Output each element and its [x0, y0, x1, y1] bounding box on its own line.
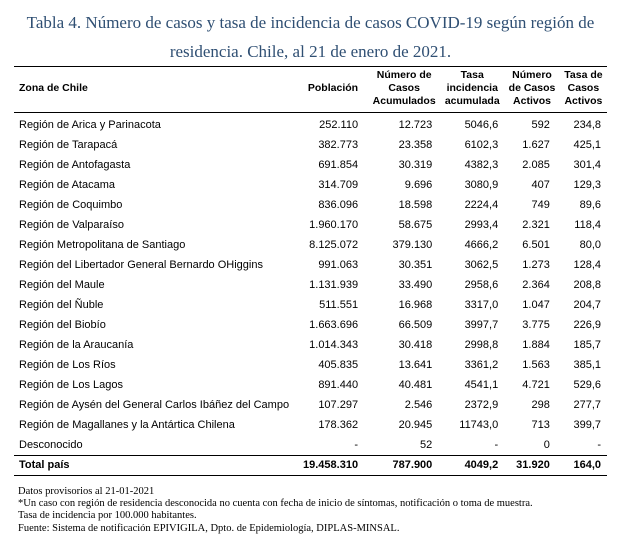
- footnote: Fuente: Sistema de notificación EPIVIGILA, Dpto. de Epidemiología, DIPLAS-MINSAL.: [18, 522, 400, 534]
- cell-activos: 592: [531, 119, 550, 131]
- cell-casos: 20.945: [398, 419, 433, 431]
- cell-tasa: 4541,1: [464, 379, 499, 391]
- cell-casos: 18.598: [398, 199, 433, 211]
- cell-tasa-activos: -: [597, 439, 601, 451]
- cell-casos: 66.509: [398, 319, 433, 331]
- cell-casos: 58.675: [398, 219, 433, 231]
- header-tasa-activos: Tasa de Casos Activos: [560, 67, 607, 113]
- table-row: [14, 375, 607, 395]
- cell-casos: 30.418: [398, 339, 433, 351]
- cell-tasa: 2998,8: [464, 339, 499, 351]
- cell-zona: Región de Los Lagos: [19, 379, 123, 391]
- cell-poblacion: 836.096: [318, 199, 359, 211]
- cell-poblacion: 511.551: [319, 299, 359, 311]
- cell-tasa: 11743,0: [459, 419, 499, 431]
- cell-zona: Región de la Araucanía: [19, 339, 134, 351]
- table-row: [14, 235, 607, 255]
- total-tasa-activos: 164,0: [560, 456, 607, 476]
- cell-tasa: 2993,4: [464, 219, 499, 231]
- cell-tasa-activos: 118,4: [574, 219, 601, 231]
- cell-zona: Desconocido: [19, 439, 83, 451]
- cell-tasa-activos: 89,6: [579, 199, 601, 211]
- cell-zona: Región del Biobío: [19, 319, 106, 331]
- cell-zona: Región de Los Ríos: [19, 359, 116, 371]
- cell-activos: 1.884: [522, 339, 550, 351]
- total-activos: 31.920: [504, 456, 560, 476]
- cell-poblacion: 1.663.696: [309, 319, 359, 331]
- cell-poblacion: 991.063: [318, 259, 359, 271]
- cell-activos: 1.047: [522, 299, 550, 311]
- cell-casos: 379.130: [392, 239, 433, 251]
- cell-poblacion: 891.440: [318, 379, 359, 391]
- cell-poblacion: -: [354, 439, 359, 451]
- total-poblacion: 19.458.310: [298, 456, 368, 476]
- cell-tasa: 2958,6: [464, 279, 499, 291]
- cell-casos: 9.696: [404, 179, 433, 191]
- cell-tasa: 2372,9: [464, 399, 499, 411]
- cell-casos: 33.490: [398, 279, 433, 291]
- cell-zona: Región de Arica y Parinacota: [19, 119, 161, 131]
- cell-tasa: 3361,2: [464, 359, 499, 371]
- cell-casos: 40.481: [398, 379, 433, 391]
- total-casos: 787.900: [368, 456, 440, 476]
- cell-activos: 4.721: [522, 379, 550, 391]
- cell-activos: 1.273: [522, 259, 550, 271]
- table-row: [14, 215, 607, 235]
- cell-tasa-activos: 277,7: [573, 399, 601, 411]
- cell-poblacion: 691.854: [318, 159, 359, 171]
- cell-tasa: 3317,0: [464, 299, 499, 311]
- cell-tasa-activos: 529,6: [573, 379, 601, 391]
- table-caption: [0, 8, 621, 66]
- table-row: [14, 255, 607, 275]
- table-row: [14, 415, 607, 435]
- cell-activos: 2.085: [522, 159, 550, 171]
- cell-tasa-activos: 185,7: [573, 339, 601, 351]
- caption-line-1: Tabla 4. Número de casos y tasa de incidencia de casos COVID-19 según región de: [26, 13, 595, 32]
- header-poblacion: Población: [298, 67, 368, 113]
- cell-tasa: 3997,7: [464, 319, 499, 331]
- table-row: [14, 113, 607, 136]
- cell-activos: 6.501: [522, 239, 550, 251]
- cell-zona: Región del Libertador General Bernardo OHiggins: [19, 259, 263, 271]
- cell-casos: 2.546: [404, 399, 433, 411]
- cell-tasa: 3080,9: [464, 179, 499, 191]
- cell-zona: Región de Magallanes y la Antártica Chilena: [19, 419, 235, 431]
- cell-poblacion: 382.773: [318, 139, 359, 151]
- cell-poblacion: 1.131.939: [309, 279, 359, 291]
- total-tasa: 4049,2: [440, 456, 504, 476]
- cell-activos: 713: [531, 419, 550, 431]
- footnote: Tasa de incidencia por 100.000 habitantes.: [18, 510, 197, 522]
- cell-tasa-activos: 226,9: [573, 319, 601, 331]
- cell-poblacion: 405.835: [318, 359, 359, 371]
- cell-activos: 0: [543, 439, 550, 451]
- table-row: [14, 135, 607, 155]
- header-activos: Número de Casos Activos: [504, 67, 560, 113]
- total-zona: Total país: [14, 456, 298, 476]
- footnotes: [18, 486, 533, 535]
- cell-tasa-activos: 128,4: [573, 259, 601, 271]
- cell-casos: 30.319: [398, 159, 433, 171]
- cell-tasa-activos: 425,1: [573, 139, 601, 151]
- cell-zona: Región del Ñuble: [19, 299, 104, 311]
- cell-activos: 298: [531, 399, 550, 411]
- table-row: [14, 335, 607, 355]
- cell-tasa-activos: 129,3: [573, 179, 601, 191]
- cell-activos: 407: [531, 179, 550, 191]
- cell-activos: 1.627: [522, 139, 550, 151]
- cell-casos: 13.641: [398, 359, 433, 371]
- cell-tasa: -: [494, 439, 499, 451]
- cell-zona: Región de Valparaíso: [19, 219, 124, 231]
- cell-tasa: 3062,5: [464, 259, 499, 271]
- cell-casos: 52: [420, 439, 433, 451]
- table-row: [14, 155, 607, 175]
- cell-poblacion: 252.110: [319, 119, 359, 131]
- cell-zona: Región Metropolitana de Santiago: [19, 239, 186, 251]
- cell-tasa-activos: 208,8: [573, 279, 601, 291]
- cell-zona: Región de Antofagasta: [19, 159, 131, 171]
- table-row: [14, 315, 607, 335]
- cell-casos: 30.351: [398, 259, 433, 271]
- cell-poblacion: 1.960.170: [309, 219, 359, 231]
- cell-tasa-activos: 80,0: [579, 239, 601, 251]
- footnote: Datos provisorios al 21-01-2021: [18, 486, 155, 497]
- cell-activos: 1.563: [522, 359, 550, 371]
- table-row: [14, 275, 607, 295]
- covid-cases-table: [14, 66, 607, 476]
- table-row: [14, 355, 607, 375]
- cell-zona: Región de Coquimbo: [19, 199, 123, 211]
- cell-poblacion: 1.014.343: [309, 339, 359, 351]
- cell-tasa-activos: 204,7: [573, 299, 601, 311]
- cell-zona: Región de Atacama: [19, 179, 116, 191]
- cell-poblacion: 314.709: [318, 179, 359, 191]
- header-tasa: Tasa incidencia acumulada: [440, 67, 504, 113]
- table-row: [14, 295, 607, 315]
- cell-activos: 2.321: [522, 219, 550, 231]
- cell-poblacion: 107.297: [318, 399, 359, 411]
- cell-tasa-activos: 301,4: [573, 159, 601, 171]
- cell-activos: 2.364: [522, 279, 550, 291]
- cell-tasa: 5046,6: [464, 119, 499, 131]
- caption-line-2: residencia. Chile, al 21 de enero de 2021.: [169, 42, 452, 61]
- cell-casos: 12.723: [398, 119, 433, 131]
- cell-tasa: 2224,4: [464, 199, 499, 211]
- cell-tasa-activos: 234,8: [573, 119, 601, 131]
- cell-tasa: 6102,3: [464, 139, 499, 151]
- cell-tasa-activos: 385,1: [573, 359, 601, 371]
- cell-zona: Región de Aysén del General Carlos Ibáñez del Campo: [19, 399, 290, 411]
- cell-tasa-activos: 399,7: [573, 419, 601, 431]
- total-row: [14, 456, 607, 476]
- cell-activos: 749: [531, 199, 550, 211]
- header-row: [14, 67, 607, 113]
- cell-zona: Región del Maule: [19, 279, 105, 291]
- cell-poblacion: 178.362: [318, 419, 359, 431]
- table-row: [14, 195, 607, 215]
- cell-zona: Región de Tarapacá: [19, 139, 118, 151]
- table-row: [14, 175, 607, 195]
- header-casos: Número de Casos Acumulados: [368, 67, 440, 113]
- cell-poblacion: 8.125.072: [309, 239, 359, 251]
- cell-casos: 23.358: [398, 139, 433, 151]
- cell-casos: 16.968: [398, 299, 433, 311]
- header-zona: Zona de Chile: [14, 67, 298, 113]
- cell-tasa: 4382,3: [464, 159, 499, 171]
- cell-activos: 3.775: [522, 319, 550, 331]
- footnote: *Un caso con región de residencia desconocida no cuenta con fecha de inicio de síntomas, notificación o toma de muestra.: [18, 498, 533, 510]
- table-row: [14, 435, 607, 456]
- cell-tasa: 4666,2: [464, 239, 499, 251]
- table-row: [14, 395, 607, 415]
